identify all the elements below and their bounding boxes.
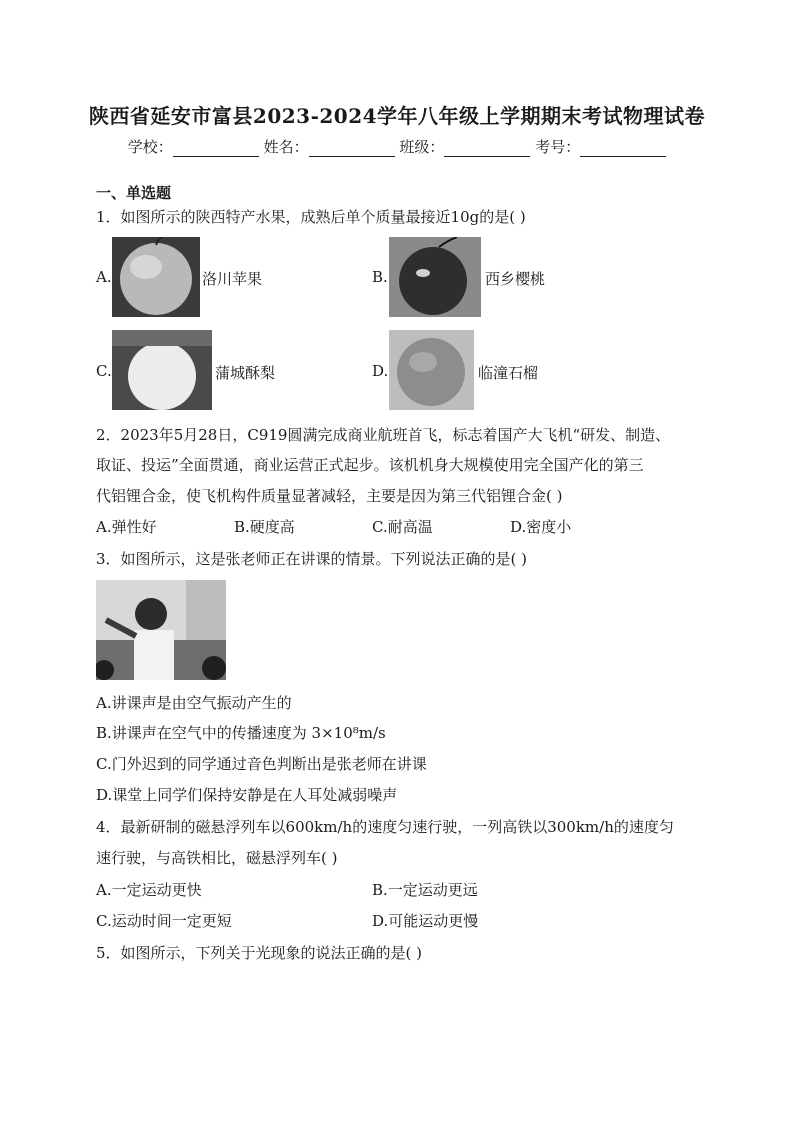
pomegranate-photo <box>389 330 474 410</box>
q1-option-b-letter: B. <box>372 268 388 286</box>
q2-stem-line1: 2．2023年5月28日，C919圆满完成商业航班首飞，标志着国产大飞机“研发、制造、 <box>96 426 671 444</box>
q4-stem-line1: 4．最新研制的磁悬浮列车以600km/h的速度匀速行驶，一列高铁以300km/h的速度匀 <box>96 818 674 836</box>
q1-option-c-letter: C. <box>96 362 112 380</box>
q5-stem: 5．如图所示，下列关于光现象的说法正确的是( ) <box>96 944 423 962</box>
section-heading: 一、单选题 <box>96 184 172 202</box>
q4-stem-line2: 速行驶，与高铁相比，磁悬浮列车( ) <box>96 849 338 867</box>
q4-option-a: A.一定运动更快 <box>96 881 202 899</box>
teacher-photo <box>96 580 226 680</box>
number-label: 考号： <box>535 138 581 156</box>
q1-stem: 1．如图所示的陕西特产水果，成熟后单个质量最接近10g的是( ) <box>96 208 526 226</box>
q1-option-a-letter: A. <box>96 268 112 286</box>
q1-option-d-label: 临潼石榴 <box>478 364 539 382</box>
q4-option-d: D.可能运动更慢 <box>372 912 479 930</box>
class-blank[interactable] <box>444 142 530 157</box>
q3-option-a: A.讲课声是由空气振动产生的 <box>96 694 292 712</box>
q3-option-b: B.讲课声在空气中的传播速度为 3×10⁸m/s <box>96 724 386 742</box>
q3-option-c: C.门外迟到的同学通过音色判断出是张老师在讲课 <box>96 755 427 773</box>
q2-option-a: A.弹性好 <box>96 518 157 536</box>
q1-option-b-label: 西乡樱桃 <box>485 270 546 288</box>
q2-option-c: C.耐高温 <box>372 518 433 536</box>
q4-option-b: B.一定运动更远 <box>372 881 478 899</box>
number-blank[interactable] <box>580 142 666 157</box>
q1-option-a-label: 洛川苹果 <box>202 270 263 288</box>
school-blank[interactable] <box>173 142 259 157</box>
q2-option-b: B.硬度高 <box>234 518 295 536</box>
q1-option-c-label: 蒲城酥梨 <box>215 364 276 382</box>
q4-option-c: C.运动时间一定更短 <box>96 912 232 930</box>
cherry-photo <box>389 237 481 317</box>
q2-stem-line2: 取证、投运”全面贯通，商业运营正式起步。该机机身大规模使用完全国产化的第三 <box>96 456 644 474</box>
student-info-line <box>0 136 794 157</box>
q3-option-d: D.课堂上同学们保持安静是在人耳处减弱噪声 <box>96 786 398 804</box>
q2-option-d: D.密度小 <box>510 518 572 536</box>
name-label: 姓名： <box>263 138 309 156</box>
q2-stem-line3: 代铝锂合金，使飞机构件质量显著减轻，主要是因为第三代铝锂合金( ) <box>96 487 563 505</box>
q1-option-d-letter: D. <box>372 362 389 380</box>
page-title: 陕西省延安市富县2023-2024学年八年级上学期期末考试物理试卷 <box>88 104 706 128</box>
school-label: 学校： <box>127 138 173 156</box>
class-label: 班级： <box>399 138 445 156</box>
pear-photo <box>112 330 212 410</box>
apple-photo <box>112 237 200 317</box>
q3-stem: 3．如图所示，这是张老师正在讲课的情景。下列说法正确的是( ) <box>96 550 528 568</box>
name-blank[interactable] <box>309 142 395 157</box>
